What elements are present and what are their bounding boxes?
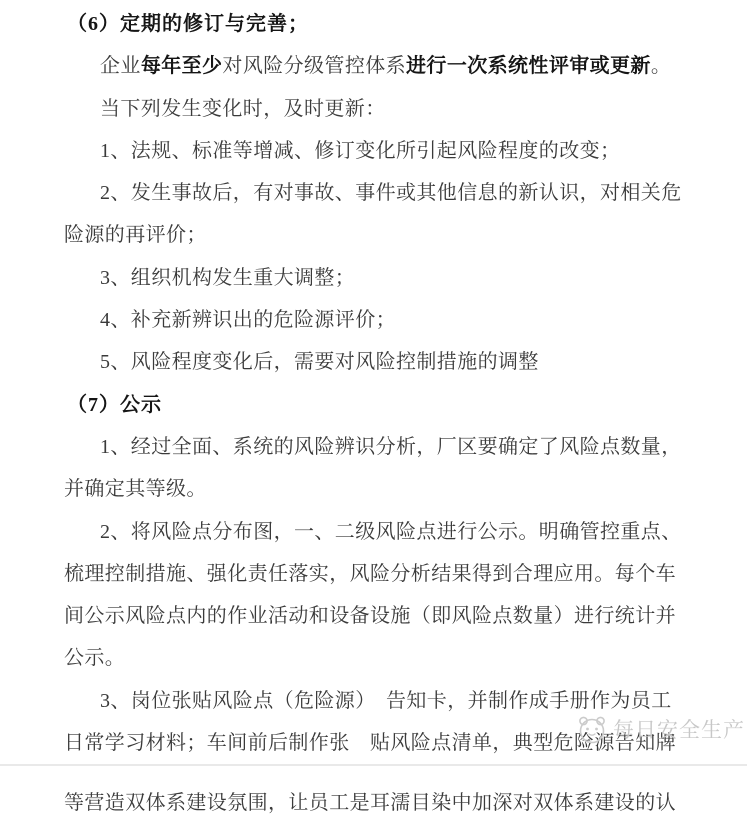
text-run: 对风险分级管控体系 [222,55,407,78]
list-item-line: 2、发生事故后，有对事故、事件或其他信息的新认识，对相关危 [100,182,682,205]
list-item-line: 1、经过全面、系统的风险辨识分析，厂区要确定了风险点数量， [100,435,682,458]
document-footer [0,766,747,824]
watermark-text: 每日安全生产 [613,719,745,742]
text-line: 当下列发生变化时，及时更新： [100,97,386,120]
list-item-line: 3、组织机构发生重大调整； [100,266,356,289]
section-heading-7: （7）公示 [67,393,162,416]
section-heading-6: （6）定期的修订与完善； [67,13,309,35]
text-line: 日常学习材料；车间前后制作张 贴风险点清单，典型危险源告知牌 [64,732,676,755]
list-item-line: 4、补充新辨识出的危险源评价； [100,309,396,332]
list-item-line: 5、风险程度变化后，需要对风险控制措施的调整 [100,351,539,374]
list-item-line: 2、将风险点分布图，一、二级风险点进行公示。明确管控重点、 [100,520,682,543]
text-line: 梳理控制措施、强化责任落实，风险分析结果得到合理应用。每个车 [64,562,676,585]
text-line: 公示。 [64,647,126,670]
text-run: 。 [650,55,672,78]
text-run-bold: 进行一次系统性评审或更新 [406,55,651,78]
text-line: 险源的再评价； [64,224,207,247]
list-item-line: 1、法规、标准等增减、修订变化所引起风险程度的改变； [100,139,621,162]
text-line: 并确定其等级。 [64,478,207,501]
text-line: 间公示风险点内的作业活动和设备设施（即风险点数量）进行统计并 [64,605,676,628]
text-line: 等营造双体系建设氛围，让员工是耳濡目染中加深对双体系建设的认 [64,792,676,815]
text-run-bold: 每年至少 [140,55,223,78]
text-line [64,45,689,87]
list-item-line: 3、岗位张贴风险点（危险源） 告知卡，并制作成手册作为员工 [100,689,672,712]
text-run: 企业 [100,55,141,78]
